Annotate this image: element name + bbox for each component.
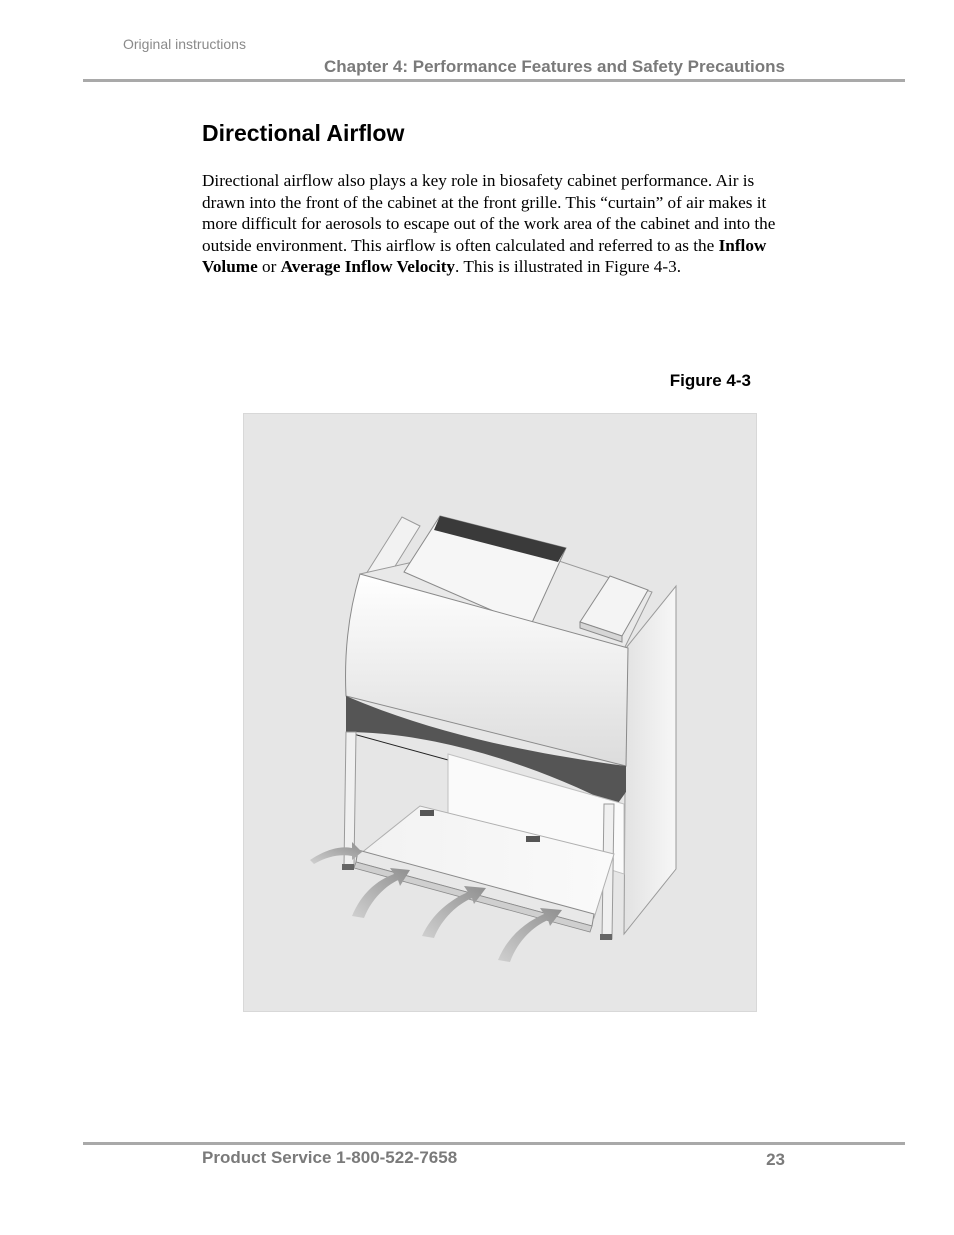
original-instructions-note: Original instructions <box>123 36 246 52</box>
footer-divider <box>83 1142 905 1145</box>
paragraph-text: . This is illustrated in Figure 4-3. <box>455 257 682 277</box>
chapter-heading: Chapter 4: Performance Features and Safety Precautions <box>323 57 785 76</box>
inflow-volume-term: Inflow Volume <box>202 235 767 277</box>
paragraph-text: or <box>257 257 281 277</box>
section-title: Directional Airflow <box>202 120 405 146</box>
cabinet-drawing <box>244 414 756 1011</box>
figure-label: Figure 4-3 <box>669 371 751 390</box>
paragraph-text: Directional airflow also plays a key role in biosafety cabinet performance. Air is drawn into the front of the cabinet at the front grille. This “curtain” of air makes it more difficult for aerosols to escape out of the work area of the cabinet and into the outside environment. This airflow is often calculated and referred to as the <box>202 171 776 255</box>
biosafety-cabinet-illustration <box>244 414 756 1011</box>
body-paragraph <box>202 170 792 278</box>
page-number: 23 <box>766 1150 785 1169</box>
product-service-phone: Product Service 1-800-522-7658 <box>202 1148 458 1167</box>
average-inflow-velocity-term: Average Inflow Velocity <box>280 257 456 277</box>
header-divider <box>83 79 905 82</box>
